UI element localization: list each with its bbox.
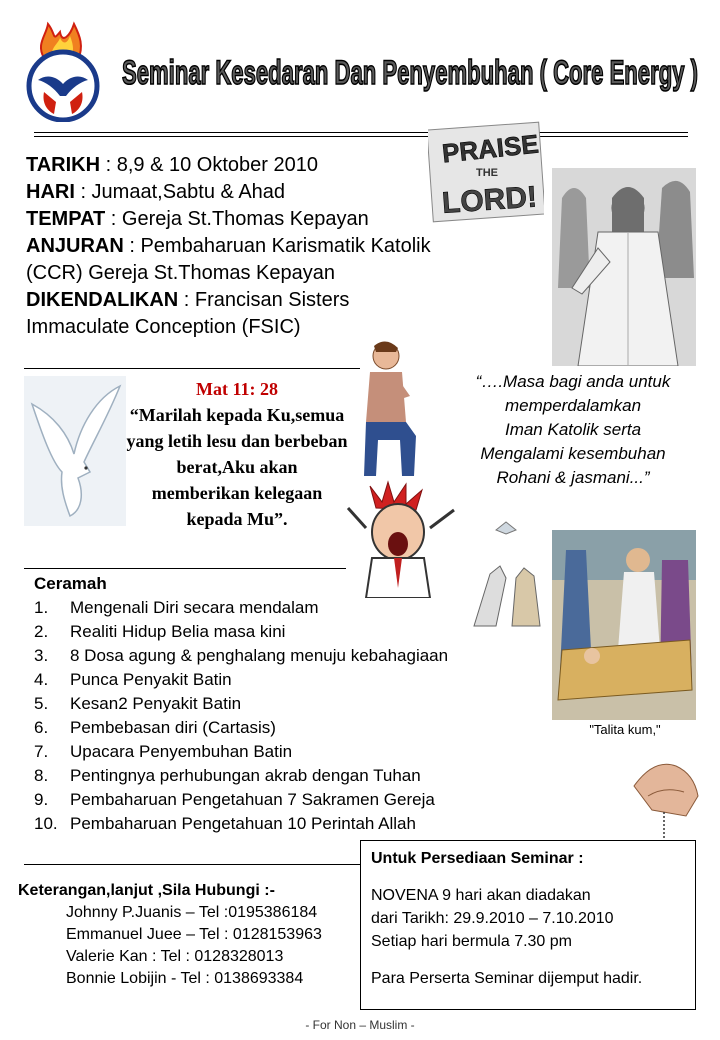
sad-man-illustration (356, 336, 426, 482)
list-item-text: Upacara Penyembuhan Batin (70, 742, 293, 761)
list-item-text: 8 Dosa agung & penghalang menuju kebahagiaan (70, 646, 449, 665)
quote-line-2: memperdalamkan (504, 396, 642, 415)
seminar-title-text: Seminar Kesedaran Dan Penyembuhan ( Core Energy ) (122, 54, 698, 92)
the-word: THE (476, 167, 498, 179)
list-item-number: 10. (34, 814, 58, 833)
list-item (34, 692, 448, 716)
footer-note: - For Non – Muslim - (305, 1018, 415, 1032)
contact-person: Valerie Kan : Tel : 0128328013 (66, 948, 284, 965)
contact-section (18, 880, 322, 990)
title-divider-top (34, 132, 688, 133)
list-item-number: 5. (34, 694, 49, 713)
list-item-text: Punca Penyakit Batin (70, 670, 232, 689)
dikendalikan-value: : Francisan Sisters (178, 289, 350, 311)
ceramah-list (34, 596, 448, 836)
list-item-number: 1. (34, 598, 49, 617)
list-item (34, 764, 448, 788)
list-item (34, 620, 448, 644)
list-item-text: Pembaharuan Pengetahuan 10 Perintah Allah (70, 814, 416, 833)
quote-line-5: Rohani & jasmani...” (496, 468, 650, 487)
list-item-text: Kesan2 Penyakit Batin (70, 694, 242, 713)
quote-line-3: Iman Katolik serta (504, 420, 642, 439)
jesus-illustration (552, 168, 696, 366)
ccr-logo-image (22, 18, 104, 122)
tempat-value: : Gereja St.Thomas Kepayan (105, 208, 369, 230)
seminar-quote (438, 370, 708, 490)
dikendalikan-line-2: Immaculate Conception (FSIC) (26, 316, 301, 338)
lord-word: LORD! (440, 180, 539, 221)
ceramah-section (34, 572, 107, 596)
novena-time: Setiap hari bermula 7.30 pm (371, 933, 572, 950)
novena-dates: dari Tarikh: 29.9.2010 – 7.10.2010 (371, 910, 614, 927)
talita-kum-caption: "Talita kum," (589, 722, 661, 737)
list-item-number: 3. (34, 646, 49, 665)
list-item (34, 644, 448, 668)
verse-divider-top (24, 368, 360, 369)
list-item (34, 716, 448, 740)
ceramah-heading: Ceramah (34, 574, 107, 593)
anjuran-line (26, 233, 526, 260)
tempat-label: TEMPAT (26, 208, 106, 230)
list-item (34, 668, 448, 692)
list-item (34, 812, 448, 836)
list-item-text: Pembaharuan Pengetahuan 7 Sakramen Gereja (70, 790, 435, 809)
novena-line: NOVENA 9 hari akan diadakan (371, 887, 591, 904)
list-item-text: Pembebasan diri (Cartasis) (70, 718, 276, 737)
list-item-number: 9. (34, 790, 49, 809)
dikendalikan-line (26, 287, 526, 314)
tarikh-line (26, 152, 526, 179)
contact-heading: Keterangan,lanjut ,Sila Hubungi :- (18, 882, 275, 899)
verse-divider-bottom (24, 568, 346, 569)
list-item-number: 6. (34, 718, 49, 737)
contact-person: Bonnie Lobijin - Tel : 0138693384 (66, 970, 304, 987)
anjuran-label: ANJURAN (26, 235, 124, 257)
contact-person: Emmanuel Juee – Tel : 0128153963 (66, 926, 322, 943)
verse-reference: Mat 11: 28 (196, 379, 278, 399)
hari-value: : Jumaat,Sabtu & Ahad (74, 181, 286, 203)
quote-line-4: Mengalami kesembuhan (480, 444, 666, 463)
talita-kum-illustration (552, 530, 696, 720)
verse-text: “Marilah kepada Ku,semua yang letih lesu dan berbeban berat,Aku akan memberikan kelegaan kepada Mu”. (126, 405, 348, 529)
list-item-text: Pentingnya perhubungan akrab dengan Tuhan (70, 766, 421, 785)
dove-image (24, 376, 126, 526)
tarikh-label: TARIKH (26, 154, 101, 176)
contact-person: Johnny P.Juanis – Tel :0195386184 (66, 904, 318, 921)
dikendalikan-label: DIKENDALIKAN (26, 289, 179, 311)
hari-label: HARI (26, 181, 75, 203)
title-divider-bottom (34, 136, 688, 137)
list-item (34, 596, 448, 620)
seminar-title (118, 22, 708, 122)
contact-divider (24, 864, 360, 865)
praise-word: PRAISE (440, 128, 540, 169)
list-item-text: Realiti Hidup Belia masa kini (70, 622, 286, 641)
list-item (34, 788, 448, 812)
anjuran-line-2: (CCR) Gereja St.Thomas Kepayan (26, 262, 336, 284)
preparation-heading: Untuk Persediaan Seminar : (371, 850, 584, 867)
quote-line-1: “….Masa bagi anda untuk (475, 372, 671, 391)
list-item-number: 7. (34, 742, 49, 761)
invitation-line: Para Perserta Seminar dijemput hadir. (371, 970, 643, 987)
tempat-line (26, 206, 526, 233)
tarikh-value: : 8,9 & 10 Oktober 2010 (100, 154, 318, 176)
list-item-number: 2. (34, 622, 49, 641)
seminar-preparation-box (360, 840, 696, 1010)
list-item-number: 8. (34, 766, 49, 785)
anjuran-value: : Pembaharuan Karismatik Katolik (123, 235, 431, 257)
list-item-text: Mengenali Diri secara mendalam (70, 598, 319, 617)
screaming-man-cartoon (346, 478, 462, 598)
event-info (26, 152, 526, 341)
bible-verse (126, 376, 348, 532)
blessing-hands-illustration (466, 516, 548, 628)
hari-line (26, 179, 526, 206)
list-item (34, 740, 448, 764)
list-item-number: 4. (34, 670, 49, 689)
